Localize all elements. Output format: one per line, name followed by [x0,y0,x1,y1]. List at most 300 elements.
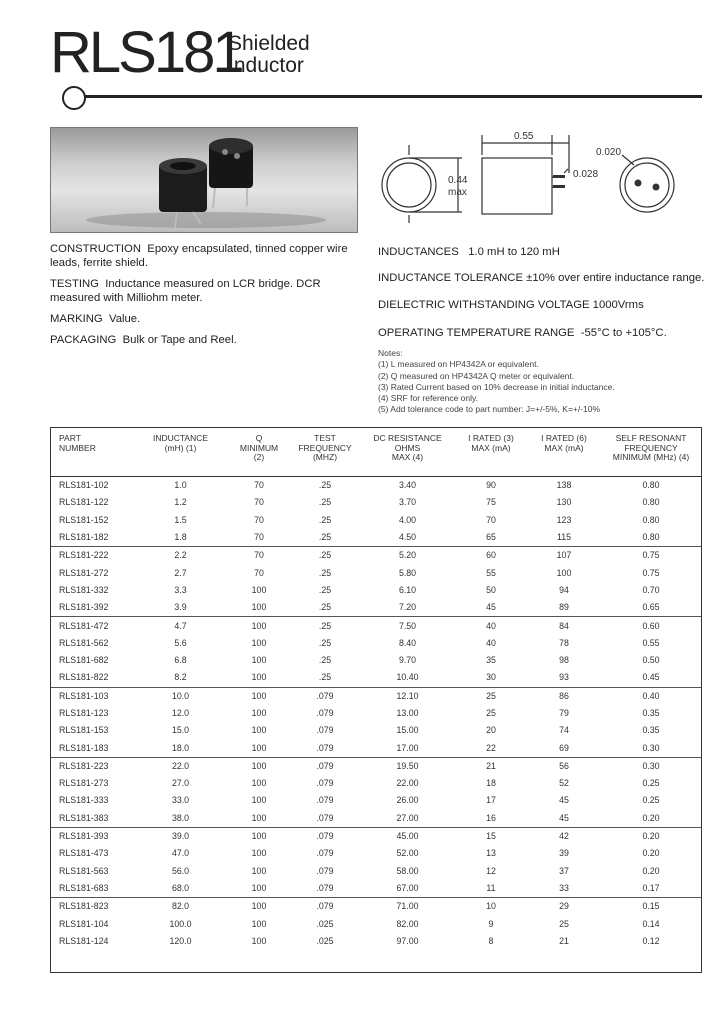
dim-max-label: max [448,187,467,198]
table-cell: 27.00 [396,812,419,823]
right-spec-block [378,245,708,340]
table-cell: 120.0 [169,935,192,946]
table-cell: 1.2 [174,497,187,508]
table-cell: RLS181-682 [59,655,109,666]
table-cell: 71.00 [360,898,455,916]
table-cell: 8 [488,935,494,946]
table-cell: 16 [486,812,496,823]
table-cell: 0.14 [642,918,660,929]
table-cell: 100 [251,708,267,718]
table-cell: 17.00 [396,742,419,753]
table-cell: 40 [455,617,527,635]
table-cell: 0.70 [642,584,660,595]
table-cell: .25 [290,547,360,565]
table-cell: 70 [486,514,496,525]
table-cell: 100 [228,757,290,775]
table-cell: 52.00 [396,848,419,859]
table-cell: RLS181-123 [59,708,109,718]
note-item: (5) Add tolerance code to part number: J=+/-5%, K=+/-10% [378,404,601,415]
marking-spec: MARKING Value. [50,313,141,325]
table-cell: 74 [559,725,569,736]
table-cell: 45 [559,812,569,823]
table-cell: 100 [251,848,267,859]
table-cell: 12 [486,865,496,876]
table-cell: 94 [559,584,569,595]
table-cell: 38.0 [171,812,190,823]
table-cell: RLS181-104 [59,918,109,929]
column-header-line: MINIMUM (MHz) (4) [612,452,690,463]
table-cell: 58.00 [396,865,419,876]
table-cell: RLS181-683 [59,882,109,893]
table-cell: 4.00 [398,514,417,525]
table-cell: 17 [486,795,496,806]
table-cell: 10.40 [396,672,419,683]
table-cell: 42 [527,827,601,845]
table-cell: 2.7 [174,567,187,578]
table-row [51,617,701,635]
table-cell: .079 [316,742,334,753]
tolerance-spec: INDUCTANCE TOLERANCE ±10% over entire inductance range. [378,272,705,284]
table-cell: 100 [251,672,267,683]
table-cell: 100 [251,865,267,876]
table-row [51,810,701,828]
note-item: (2) Q measured on HP4342A Q meter or equivalent. [378,370,575,381]
table-cell: 100 [251,584,267,595]
table-cell: .25 [318,637,332,648]
table-cell: .079 [316,778,334,789]
table-cell: 100 [556,567,572,578]
table-cell: 100 [251,725,267,736]
table-cell: 100 [251,795,267,806]
table-row [51,635,701,652]
table-cell: 1.8 [174,532,187,543]
table-row [51,722,701,739]
table-cell: 27.0 [171,778,190,789]
table-row [51,739,701,757]
table-cell: 70 [254,497,264,508]
table-cell: 70 [228,547,290,565]
table-cell: RLS181-273 [59,778,109,789]
table-cell: 0.20 [642,812,660,823]
table-cell: 7.50 [360,617,455,635]
column-header [360,428,455,477]
table-cell: 55 [486,567,496,578]
table-cell: 3.9 [174,602,187,613]
table-cell: RLS181-333 [59,795,109,806]
column-header-line: Q [255,433,263,443]
table-cell: 90 [486,480,496,491]
table-cell: 0.80 [642,497,660,508]
table-cell: 50 [486,584,496,595]
table-cell: RLS181-393 [51,827,133,845]
inductances-spec: INDUCTANCES 1.0 mH to 120 mH [378,246,560,258]
table-cell: 89 [559,602,569,613]
inductor-photo-illustration [51,128,357,232]
table-cell: 30 [486,672,496,683]
column-header-line: DC RESISTANCE [373,433,442,443]
column-header-line: MAX (4) [391,452,424,463]
table-cell: .025 [316,935,334,946]
table-cell: .079 [316,865,334,876]
table-cell: 86 [527,687,601,705]
table-cell: RLS181-223 [51,757,133,775]
dim-width-label: 0.55 [514,131,534,142]
table-cell: 12.10 [360,687,455,705]
table-cell: 100 [228,617,290,635]
column-header-line: INDUCTANCE [152,433,209,443]
table-cell: 22.00 [396,778,419,789]
table-cell: 100 [251,602,267,613]
table-cell: 68.0 [171,882,190,893]
table-cell: 45 [486,602,496,613]
table-cell: 25 [559,918,569,929]
table-cell: .079 [290,687,360,705]
table-cell: .079 [290,898,360,916]
column-header-line: (2) [253,452,265,463]
column-header-line: MAX (mA) [471,442,511,453]
table-cell: 67.00 [396,882,419,893]
table-cell: 82.0 [133,898,228,916]
table-cell: 39.0 [133,827,228,845]
table-cell: 0.55 [642,637,660,648]
table-cell: 8.40 [398,637,417,648]
table-cell: 0.12 [642,935,660,946]
table-row [51,827,701,845]
table-cell: RLS181-183 [59,742,109,753]
table-cell: 65 [486,532,496,543]
column-header-line: OHMS [394,442,421,453]
table-cell: 0.15 [601,898,701,916]
table-row [51,898,701,916]
temperature-spec: OPERATING TEMPERATURE RANGE -55°C to +105°C. [378,327,667,339]
table-cell: 15.0 [171,725,190,736]
table-cell: RLS181-563 [59,865,109,876]
table-cell: 0.30 [642,742,660,753]
left-spec-block [50,242,360,354]
table-cell: 6.8 [174,655,187,666]
table-cell: 100 [251,918,267,929]
table-cell: 0.20 [642,848,660,859]
table-cell: 100 [228,687,290,705]
table-row [51,669,701,687]
table-cell: 138 [556,480,572,491]
table-cell: 82.00 [396,918,419,929]
table-cell: 22.0 [133,757,228,775]
table-cell: RLS181-103 [51,687,133,705]
table-cell: 70 [254,480,264,491]
table-cell: 10 [455,898,527,916]
table-body [51,477,701,951]
table-cell: .079 [316,812,334,823]
table-cell: 130 [556,497,572,508]
table-cell: 70 [254,532,264,543]
table-cell: 0.35 [642,708,660,718]
table-row [51,705,701,722]
column-header-line: (MHZ) [312,452,338,463]
table-cell: 0.75 [601,547,701,565]
notes-title: Notes: [378,348,403,358]
table-cell: 0.60 [601,617,701,635]
column-header [133,428,228,477]
table-row [51,564,701,581]
table-cell: RLS181-152 [59,514,109,525]
table-cell: 21 [559,935,569,946]
table-row [51,599,701,617]
table-cell: 56.0 [171,865,190,876]
table-cell: 0.40 [601,687,701,705]
table-cell: 3.70 [398,497,417,508]
table-cell: RLS181-562 [59,637,109,648]
table-cell: 0.20 [601,827,701,845]
table-cell: .25 [290,617,360,635]
table-cell: 0.25 [642,778,660,789]
table-cell: 9.70 [398,655,417,666]
column-header [527,428,601,477]
table-cell: .079 [290,827,360,845]
table-cell: 70 [254,567,264,578]
table-cell: 39 [559,848,569,859]
table-cell: 26.00 [396,795,419,806]
table-cell: 75 [486,497,496,508]
table-cell: 100 [228,898,290,916]
table-cell: 0.80 [642,480,660,491]
table-cell: 70 [254,514,264,525]
table-cell: 33 [559,882,569,893]
table-cell: 47.0 [171,848,190,859]
table-cell: 100 [251,778,267,789]
table-cell: 6.10 [398,584,417,595]
table-cell: 33.0 [171,795,190,806]
table-cell: .25 [318,567,332,578]
table-cell: 8.2 [174,672,187,683]
table-cell: 9 [488,918,494,929]
table-cell: .25 [318,497,332,508]
column-header-line: FREQUENCY [298,442,352,453]
table-cell: 100.0 [169,918,192,929]
table-cell: 97.00 [396,935,419,946]
table-cell: 100 [251,742,267,753]
table-cell: .079 [316,848,334,859]
part-series-title: RLS181 [50,20,242,85]
column-header-line: PART [59,433,81,443]
column-header-line: I RATED (3) [468,433,514,443]
note-item: (3) Rated Current based on 10% decrease in initial inductance. [378,381,615,392]
table-cell: 0.80 [642,514,660,525]
table-cell: RLS181-182 [59,532,109,543]
table-cell: 98 [559,655,569,666]
table-cell: RLS181-124 [59,935,109,946]
table-header-row [51,428,701,477]
table-cell: 25 [486,708,496,718]
table-row [51,512,701,529]
specifications-table [50,427,702,973]
table-row [51,880,701,898]
table-cell: 20 [486,725,496,736]
table-cell: 19.50 [360,757,455,775]
table-cell: .25 [318,514,332,525]
table-cell: 52 [559,778,569,789]
table-cell: 13.00 [396,708,419,718]
table-cell: 10.0 [133,687,228,705]
table-cell: 0.20 [642,865,660,876]
table-cell: RLS181-122 [59,497,109,508]
table-cell: 69 [559,742,569,753]
table-cell: 37 [559,865,569,876]
packaging-spec: PACKAGING Bulk or Tape and Reel. [50,334,237,346]
table-row [51,915,701,932]
table-cell: 45 [559,795,569,806]
table-cell: RLS181-823 [51,898,133,916]
table-cell: RLS181-222 [51,547,133,565]
table-cell: 115 [556,532,572,543]
table-cell: 84 [527,617,601,635]
column-header-line: NUMBER [59,442,96,453]
construction-spec: CONSTRUCTION Epoxy encapsulated, tinned copper wire leads, ferrite shield. [50,243,348,269]
column-header [455,428,527,477]
table-cell: 11 [486,882,496,893]
dim-height-label: 0.44 [448,175,468,186]
table-cell: .079 [316,708,334,718]
product-title-line2: Inductor [228,54,304,77]
table-cell: 5.80 [398,567,417,578]
note-item: (4) SRF for reference only. [378,393,478,404]
table-cell: .079 [290,757,360,775]
table-row [51,494,701,511]
column-header-line: MINIMUM [239,442,279,453]
table-cell: 0.80 [642,532,660,543]
table-cell: 100 [251,882,267,893]
table-row [51,687,701,705]
table-cell: 21 [455,757,527,775]
column-header-line: TEST [314,433,336,443]
table-cell: RLS181-153 [59,725,109,736]
table-cell: 2.2 [133,547,228,565]
product-title [228,33,310,77]
table-row [51,845,701,862]
table-cell: 5.20 [360,547,455,565]
dim-lead-label: 0.028 [573,169,599,180]
table-cell: 60 [455,547,527,565]
header-rule [70,95,702,98]
column-header-line: MAX (mA) [544,442,584,453]
table-cell: 45.00 [360,827,455,845]
column-header [51,428,133,477]
table-cell: RLS181-332 [59,584,109,595]
table-cell: .25 [318,655,332,666]
dimension-drawing [372,125,702,230]
table-cell: 0.65 [642,602,660,613]
table-cell: 13 [486,848,496,859]
table-cell: 35 [486,655,496,666]
table-cell: 4.7 [133,617,228,635]
table-cell: 93 [559,672,569,683]
column-header [228,428,290,477]
table-row [51,529,701,547]
table-cell: 0.45 [642,672,660,683]
testing-spec: TESTING Inductance measured on LCR bridge. DCR measured with Milliohm meter. [50,278,321,304]
table-cell: 100 [251,935,267,946]
column-header [601,428,701,477]
product-photo [50,127,358,233]
table-cell: 56 [527,757,601,775]
table-cell: 3.40 [398,480,417,491]
table-cell: 15 [455,827,527,845]
dielectric-spec: DIELECTRIC WITHSTANDING VOLTAGE 1000Vrms [378,299,644,311]
table-cell: 5.6 [174,637,187,648]
table-cell: 7.20 [398,602,417,613]
table-cell: 29 [527,898,601,916]
table-cell: 100 [228,827,290,845]
table-cell: 100 [251,637,267,648]
table-cell: 0.35 [642,725,660,736]
table-cell: 78 [559,637,569,648]
table-row [51,547,701,565]
table-cell: 0.17 [642,882,660,893]
column-header [290,428,360,477]
table-cell: 40 [486,637,496,648]
table-cell: 0.30 [601,757,701,775]
table-cell: RLS181-383 [59,812,109,823]
product-title-line1: Shielded [228,32,310,55]
column-header-line: SELF RESONANT [615,433,687,443]
table-cell: .079 [316,725,334,736]
table-cell: RLS181-472 [51,617,133,635]
table-row [51,792,701,809]
table-cell: 18 [486,778,496,789]
table-row [51,652,701,669]
table-cell: 4.50 [398,532,417,543]
table-cell: .025 [316,918,334,929]
table-cell: 123 [556,514,572,525]
table-cell: 3.3 [174,584,187,595]
table-cell: .25 [318,480,332,491]
table-row [51,863,701,880]
table-cell: .25 [318,532,332,543]
column-header-line: (mH) (1) [164,442,197,453]
note-item: (1) L measured on HP4342A or equivalent. [378,359,539,370]
table-cell: 0.50 [642,655,660,666]
table-row [51,477,701,495]
table-cell: RLS181-822 [59,672,109,683]
table-cell: 0.75 [642,567,660,578]
table-cell: 100 [251,655,267,666]
table-cell: 1.5 [174,514,187,525]
table-cell: .079 [316,882,334,893]
table-cell: 12.0 [171,708,190,718]
table-cell: 18.0 [171,742,190,753]
table-row [51,757,701,775]
table-cell: 1.0 [174,480,187,491]
table-row [51,775,701,792]
table-cell: .25 [318,672,332,683]
table-cell: 100 [251,812,267,823]
table-cell: 79 [559,708,569,718]
table-cell: RLS181-392 [59,602,109,613]
table-row [51,933,701,950]
table-cell: RLS181-272 [59,567,109,578]
table-cell: 15.00 [396,725,419,736]
column-header-line: FREQUENCY [624,442,678,453]
table-cell: RLS181-473 [59,848,109,859]
table-cell: 107 [527,547,601,565]
table-cell: .079 [316,795,334,806]
table-cell: RLS181-102 [59,480,109,491]
table-cell: .25 [318,602,332,613]
table-row [51,582,701,599]
dim-pin-label: 0.020 [596,147,622,158]
table-cell: .25 [318,584,332,595]
table-cell: 0.25 [642,795,660,806]
